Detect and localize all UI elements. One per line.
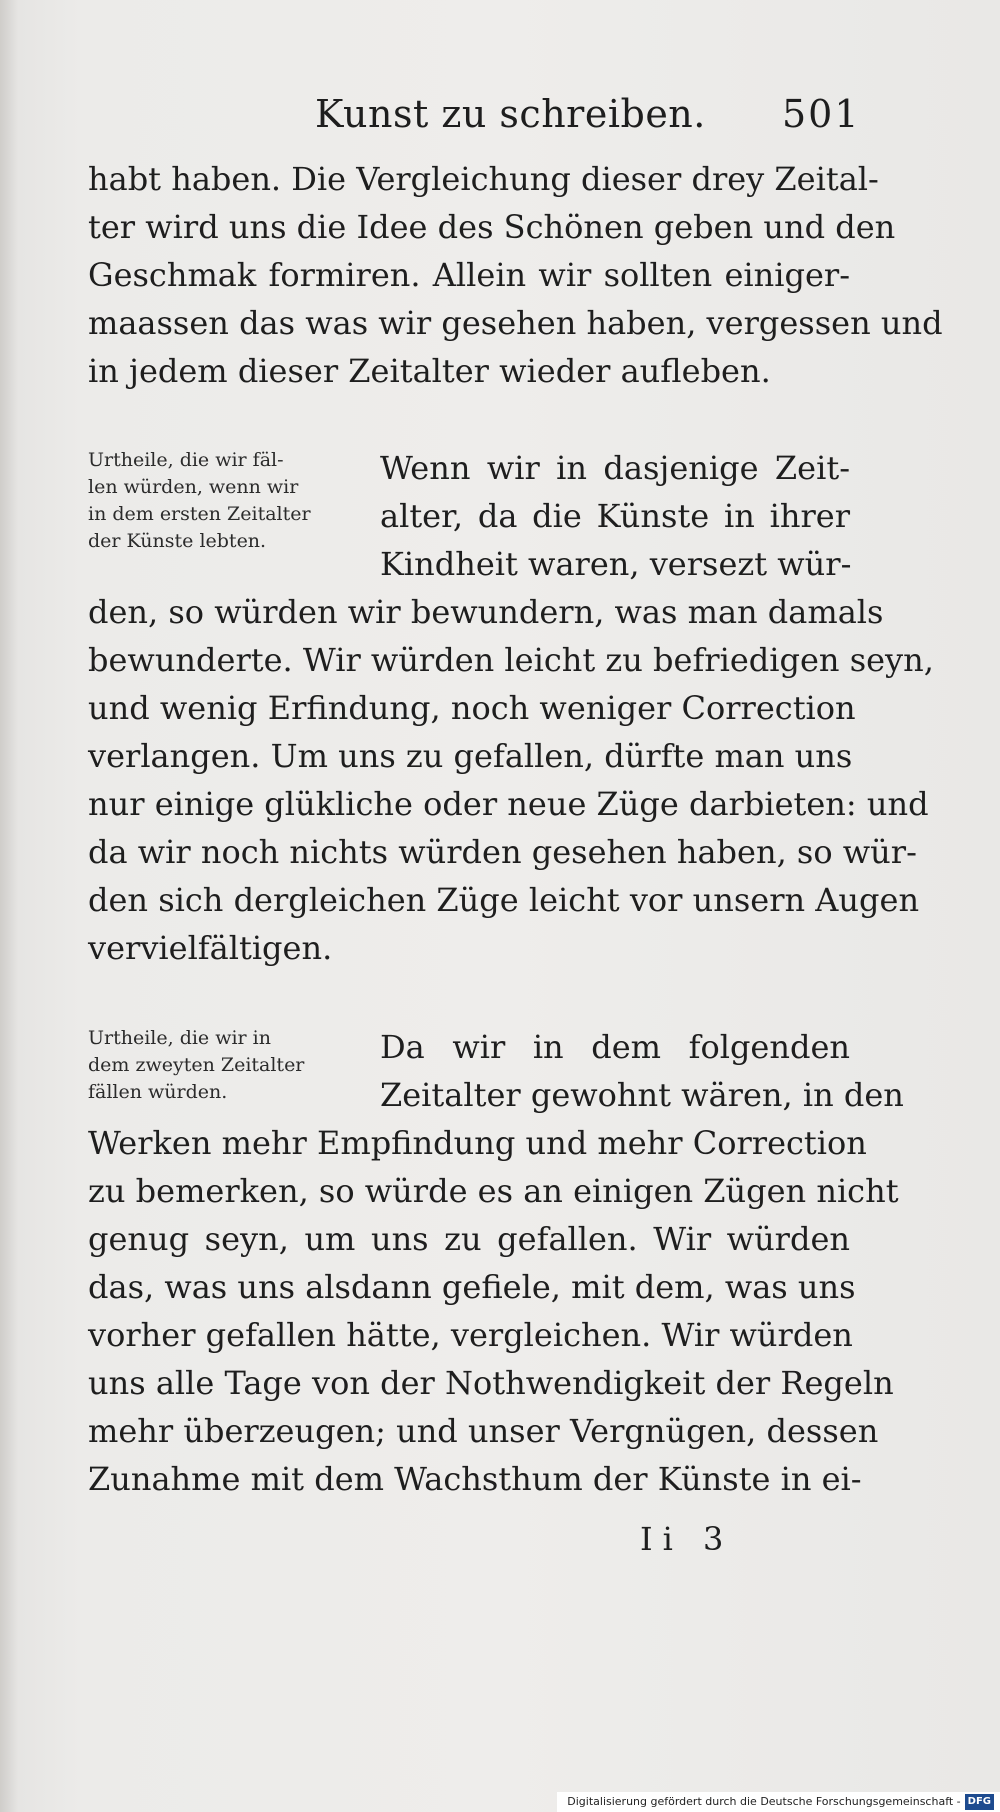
text-line: Werken mehr Empfindung und mehr Correction [88,1124,867,1162]
text-line: Zeitalter gewohnt wären, in den [380,1076,904,1114]
text-line: das, was uns alsdann gefiele, mit dem, was uns [88,1268,856,1306]
margin-note-line: len würden, wenn wir [88,476,299,498]
text-line: habt haben. Die Vergleichung dieser drey Zeital- [88,160,879,198]
margin-note-line: Urtheile, die wir fäl- [88,449,284,471]
margin-note-first-age [88,447,360,555]
text-line: Zunahme mit dem Wachsthum der Künste in ei- [88,1460,862,1498]
margin-note-line: dem zweyten Zeitalter [88,1054,305,1076]
margin-note-second-age [88,1025,360,1106]
text-line: vervielfältigen. [88,929,333,967]
text-line: genug seyn, um uns zu gefallen. Wir würden [88,1220,850,1258]
digitization-footer [557,1792,1000,1812]
page-number: 501 [782,92,861,136]
dfg-logo: DFG [965,1794,994,1810]
text-line: in jedem dieser Zeitalter wieder aufleben. [88,352,771,390]
running-title: Kunst zu schreiben. [315,92,706,136]
text-line: alter, da die Künste in ihrer [380,497,850,535]
text-line: maassen das was wir gesehen haben, vergessen und [88,304,943,342]
text-line: da wir noch nichts würden gesehen haben, so wür- [88,833,917,871]
margin-note-line: Urtheile, die wir in [88,1027,271,1049]
page-gutter-shadow [0,0,18,1812]
margin-note-line: fällen würden. [88,1081,228,1103]
text-line: Wenn wir in dasjenige Zeit- [380,449,850,487]
signature-mark: Ii 3 [640,1520,734,1558]
text-line: verlangen. Um uns zu gefallen, dürfte man uns [88,737,853,775]
text-line: zu bemerken, so würde es an einigen Zügen nicht [88,1172,899,1210]
text-line: Da wir in dem folgenden [380,1028,850,1066]
footer-text: Digitalisierung gefördert durch die Deutsche Forschungsgemeinschaft - [567,1795,961,1808]
text-line: Kindheit waren, versezt wür- [380,545,852,583]
text-line: nur einige glükliche oder neue Züge darbieten: und [88,785,929,823]
text-line: und wenig Erfindung, noch weniger Correction [88,689,856,727]
text-line: den sich dergleichen Züge leicht vor unsern Augen [88,881,920,919]
text-line: vorher gefallen hätte, vergleichen. Wir würden [88,1316,853,1354]
text-line: bewunderte. Wir würden leicht zu befriedigen seyn, [88,641,934,679]
text-line: mehr überzeugen; und unser Vergnügen, dessen [88,1412,879,1450]
page-header [0,92,1000,142]
text-line: ter wird uns die Idee des Schönen geben und den [88,208,896,246]
text-line: uns alle Tage von der Nothwendigkeit der Regeln [88,1364,894,1402]
margin-note-line: der Künste lebten. [88,530,267,552]
text-line: den, so würden wir bewundern, was man damals [88,593,884,631]
margin-note-line: in dem ersten Zeitalter [88,503,311,525]
text-line: Geschmak formiren. Allein wir sollten einiger- [88,256,850,294]
